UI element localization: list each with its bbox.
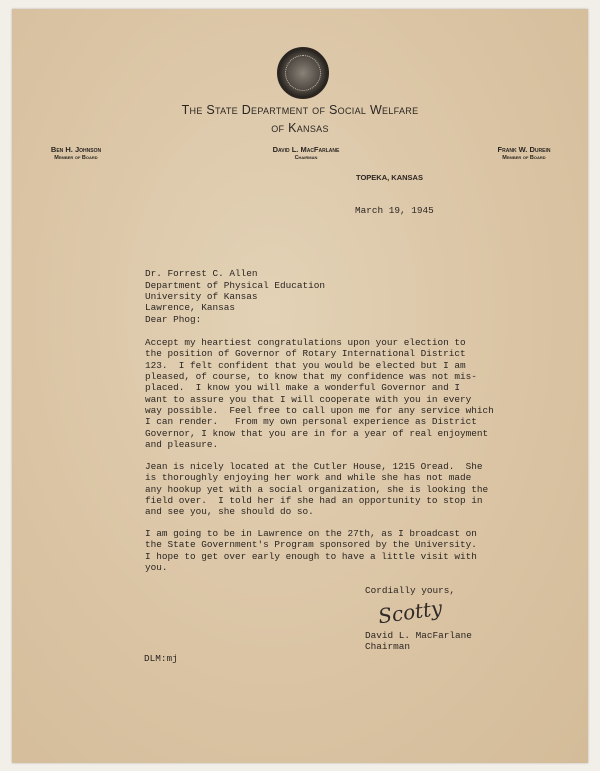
board-chairman: David L. MacFarlane Chairman: [272, 145, 340, 161]
handwritten-signature: Scotty: [376, 595, 444, 629]
board-member-left: Ben H. Johnson Member of Board: [50, 145, 102, 161]
text-line: the position of Governor of Rotary International District: [145, 348, 466, 360]
text-line: is thoroughly enjoying her work and while she has not made: [145, 472, 472, 484]
paragraph-1: [145, 337, 494, 450]
kansas-seal-icon: [277, 47, 329, 99]
text-line: pleased, of course, to know that my confidence was not mis-: [145, 371, 477, 383]
text-line: placed. I know you will make a wonderful Governor and I: [145, 382, 461, 394]
text-line: way possible. Feel free to call upon me for any service which: [145, 405, 494, 417]
typist-initials: DLM:mj: [144, 653, 178, 664]
text-line: I hope to get over early enough to have a little visit with: [145, 550, 477, 562]
signer-block: David L. MacFarlane Chairman: [365, 630, 472, 653]
paragraph-3: [145, 528, 477, 573]
closing: Cordially yours,: [365, 585, 456, 596]
text-line: you.: [145, 562, 168, 574]
text-line: Governor, I know that you are in for a year of real enjoyment: [145, 427, 489, 439]
text-line: 123. I felt confident that you would be elected but I am: [145, 359, 466, 371]
text-line: want to assure you that I will cooperate with you in every: [145, 393, 472, 405]
board-member-right: Frank W. Durein Member of Board: [497, 145, 551, 161]
text-line: the State Government's Program sponsored by the University.: [145, 539, 477, 551]
recipient-address: Dr. Forrest C. Allen Department of Physical Education University of Kansas Lawrence, Kansas: [145, 268, 326, 314]
text-line: I can render. From my own personal experience as District: [145, 416, 477, 428]
text-line: any hookup yet with a social organization, she is looking the: [145, 483, 489, 495]
text-line: I am going to be in Lawrence on the 27th, as I broadcast on: [145, 528, 477, 539]
paragraph-2: [145, 461, 488, 518]
text-line: Jean is nicely located at the Cutler House, 1215 Oread. She: [145, 461, 483, 472]
text-line: field over. I told her if she had an opportunity to stop in: [145, 495, 483, 507]
letterhead-location: TOPEKA, KANSAS: [356, 173, 423, 182]
salutation: Dear Phog:: [145, 314, 202, 325]
letter-date: March 19, 1945: [355, 205, 434, 216]
letterhead-title: The State Department of Social Welfare: [181, 103, 419, 117]
letterhead-subtitle: of Kansas: [271, 121, 329, 135]
text-line: and see you, she should do so.: [145, 506, 314, 518]
text-line: Accept my heartiest congratulations upon your election to: [145, 337, 466, 348]
text-line: and pleasure.: [145, 439, 219, 451]
